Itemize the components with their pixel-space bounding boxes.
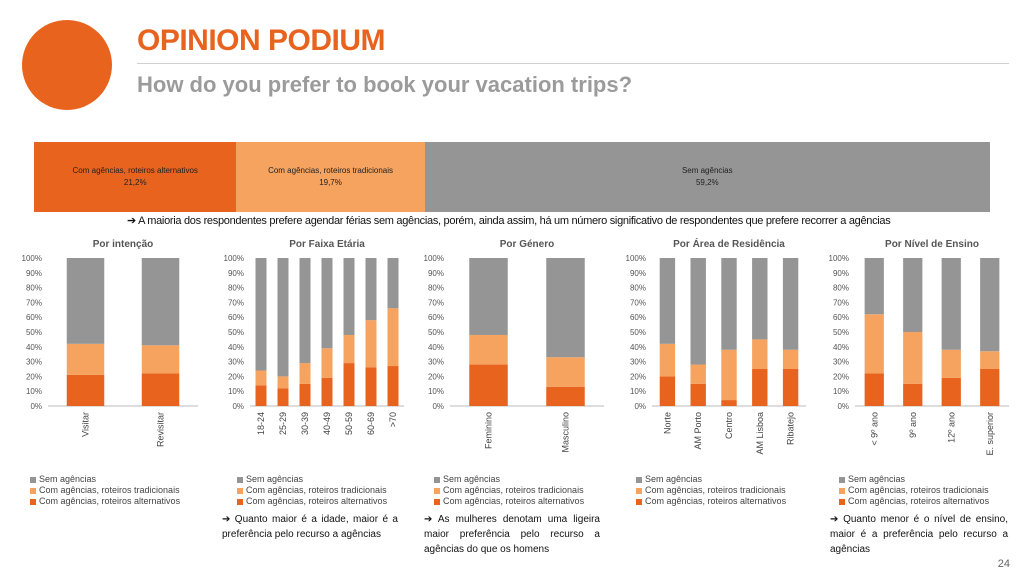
bar-segment <box>469 258 508 335</box>
overall-segment-value: 59,2% <box>695 178 719 187</box>
bar-segment <box>278 376 289 388</box>
y-tick-label: 0% <box>837 402 849 411</box>
legend-swatch <box>30 499 36 505</box>
y-tick-label: 90% <box>832 268 849 278</box>
legend-item <box>839 474 989 485</box>
bar-segment <box>322 348 333 378</box>
note-faixa-etaria: ➔ Quanto maior é a idade, maior é a preferência pelo recurso a agências <box>222 514 398 540</box>
bar-segment <box>980 258 999 351</box>
overall-segment-label: Com agências, roteiros tradicionais <box>268 166 394 175</box>
x-tick-label: 18-24 <box>256 412 266 436</box>
bar-segment <box>783 350 798 369</box>
bar-segment <box>903 332 922 384</box>
legend-label: Com agências, roteiros tradicionais <box>39 485 180 495</box>
bar-segment <box>67 375 105 406</box>
x-tick-label: Visitar <box>80 412 91 437</box>
legend-swatch <box>434 477 440 483</box>
legend-label: Com agências, roteiros tradicionais <box>443 485 584 495</box>
y-tick-label: 60% <box>227 313 244 323</box>
y-tick-label: 40% <box>427 342 444 352</box>
x-tick-label: 9º ano <box>907 412 918 438</box>
bar-segment <box>691 384 706 406</box>
y-tick-label: 70% <box>832 298 849 308</box>
overall-segment-value: 19,7% <box>319 178 342 187</box>
bar-segment <box>256 385 267 406</box>
y-tick-label: 100% <box>828 254 849 263</box>
legend-item <box>839 496 989 507</box>
legend-swatch <box>434 499 440 505</box>
overall-segment-tradicionais <box>236 142 424 212</box>
page-title: OPINION PODIUM <box>137 24 386 57</box>
chart-svg <box>815 234 1015 474</box>
y-tick-label: 50% <box>832 328 849 337</box>
y-tick-label: 60% <box>629 313 646 323</box>
chart-svg <box>8 234 204 474</box>
x-tick-label: Feminino <box>483 412 494 450</box>
overall-segment-label: Com agências, roteiros alternativos <box>72 166 198 175</box>
legend-label: Sem agências <box>645 474 703 484</box>
legend-por-nivel-ensino <box>839 474 989 507</box>
y-tick-label: 40% <box>629 342 646 352</box>
y-tick-label: 0% <box>634 402 646 411</box>
y-tick-label: 50% <box>427 328 444 337</box>
overall-segment-alternativos <box>34 142 236 212</box>
y-tick-label: 80% <box>25 283 42 293</box>
chart-por-faixa-etaria <box>210 234 410 434</box>
legend-swatch <box>30 488 36 494</box>
legend-item <box>237 496 387 507</box>
chart-title: Por Faixa Etária <box>289 239 365 250</box>
bar-segment <box>322 378 333 406</box>
y-tick-label: 100% <box>423 254 444 263</box>
y-tick-label: 20% <box>832 372 849 382</box>
legend-item <box>30 496 180 507</box>
x-tick-label: 60-69 <box>366 412 376 436</box>
x-tick-label: Norte <box>662 412 673 435</box>
bar-segment <box>752 369 767 406</box>
legend-item <box>636 485 786 496</box>
legend-label: Sem agências <box>246 474 304 484</box>
bar-segment <box>865 373 884 406</box>
overall-segment-value: 21,2% <box>123 178 147 187</box>
legend-item <box>30 474 180 485</box>
chart-svg <box>210 234 410 474</box>
overall-segment-sem-agencias <box>425 142 990 212</box>
bar-segment <box>278 258 289 376</box>
bar-segment <box>721 350 736 400</box>
chart-title: Por Área de Residência <box>673 239 785 250</box>
y-tick-label: 80% <box>227 283 244 293</box>
page-subtitle: How do you prefer to book your vacation trips? <box>137 72 633 97</box>
bar-segment <box>256 258 267 370</box>
bar-segment <box>469 365 508 406</box>
bar-segment <box>691 365 706 384</box>
note-genero: ➔ As mulheres denotam uma ligeira maior preferência pelo recurso a agências do que os homens <box>424 514 600 555</box>
bar-segment <box>546 357 585 387</box>
bar-segment <box>366 368 377 406</box>
y-tick-label: 100% <box>625 254 646 263</box>
legend-label: Sem agências <box>848 474 906 484</box>
legend-label: Com agências, roteiros alternativos <box>645 496 787 506</box>
bar-segment <box>865 314 884 373</box>
overall-note: ➔ A maioria dos respondentes prefere agendar férias sem agências, porém, ainda assim, há um número significativo de respondentes que prefere recorrer a agências <box>127 215 891 227</box>
legend-por-genero <box>434 474 584 507</box>
bar-segment <box>546 387 585 406</box>
legend-swatch <box>636 477 642 483</box>
x-tick-label: Centro <box>724 412 734 440</box>
chart-svg <box>612 234 812 474</box>
chart-title: Por Nível de Ensino <box>885 239 979 250</box>
bar-segment <box>366 320 377 367</box>
chart-por-genero <box>410 234 610 453</box>
legend-item <box>237 485 387 496</box>
y-tick-label: 10% <box>427 387 444 397</box>
legend-item <box>30 485 180 496</box>
bar-segment <box>322 258 333 348</box>
bar-segment <box>721 258 736 350</box>
y-tick-label: 50% <box>629 328 646 337</box>
overall-stacked-bar <box>34 142 990 212</box>
y-tick-label: 70% <box>227 298 244 308</box>
bar-segment <box>980 351 999 369</box>
x-tick-label: E. superior <box>984 412 995 456</box>
y-tick-label: 10% <box>25 387 42 397</box>
bar-segment <box>388 366 399 406</box>
bar-segment <box>300 258 311 363</box>
bar-segment <box>942 350 961 378</box>
y-tick-label: 60% <box>25 313 42 323</box>
legend-swatch <box>839 477 845 483</box>
y-tick-label: 40% <box>832 342 849 352</box>
bar-segment <box>67 258 105 344</box>
y-tick-label: 30% <box>427 357 444 367</box>
bar-segment <box>142 345 180 373</box>
legend-item <box>237 474 387 485</box>
y-tick-label: 0% <box>232 402 244 411</box>
bar-segment <box>142 373 180 406</box>
bar-segment <box>67 344 105 375</box>
y-tick-label: 10% <box>629 387 646 397</box>
x-tick-label: 30-39 <box>300 412 310 436</box>
y-tick-label: 100% <box>21 254 42 263</box>
legend-swatch <box>636 488 642 494</box>
x-tick-label: 50-59 <box>344 412 354 436</box>
legend-label: Com agências, roteiros tradicionais <box>848 485 989 495</box>
legend-swatch <box>636 499 642 505</box>
x-tick-label: 40-49 <box>322 412 332 436</box>
y-tick-label: 10% <box>832 387 849 397</box>
y-tick-label: 90% <box>25 268 42 278</box>
bar-segment <box>344 335 355 363</box>
legend-label: Com agências, roteiros alternativos <box>848 496 990 506</box>
bar-segment <box>752 258 767 339</box>
bar-segment <box>660 258 675 344</box>
legend-swatch <box>237 488 243 494</box>
y-tick-label: 70% <box>629 298 646 308</box>
y-tick-label: 30% <box>832 357 849 367</box>
y-tick-label: 30% <box>629 357 646 367</box>
chart-por-area-residencia <box>612 234 812 455</box>
bar-segment <box>344 258 355 335</box>
overall-segment-label: Sem agências <box>681 166 733 175</box>
legend-por-faixa-etaria <box>237 474 387 507</box>
legend-item <box>434 474 584 485</box>
bar-segment <box>903 258 922 332</box>
legend-swatch <box>434 488 440 494</box>
bar-segment <box>256 370 267 385</box>
legend-swatch <box>237 477 243 483</box>
legend-label: Sem agências <box>39 474 97 484</box>
page-number: 24 <box>997 558 1010 570</box>
y-tick-label: 80% <box>832 283 849 293</box>
bar-segment <box>142 258 180 345</box>
x-tick-label: AM Lisboa <box>754 412 765 455</box>
bar-segment <box>980 369 999 406</box>
legend-label: Sem agências <box>443 474 501 484</box>
bar-segment <box>942 378 961 406</box>
y-tick-label: 40% <box>25 342 42 352</box>
y-tick-label: 80% <box>629 283 646 293</box>
y-tick-label: 20% <box>427 372 444 382</box>
y-tick-label: 90% <box>427 268 444 278</box>
legend-label: Com agências, roteiros alternativos <box>443 496 585 506</box>
y-tick-label: 20% <box>629 372 646 382</box>
bar-segment <box>388 308 399 366</box>
y-tick-label: 30% <box>227 357 244 367</box>
legend-swatch <box>237 499 243 505</box>
legend-item <box>434 485 584 496</box>
bar-segment <box>300 363 311 384</box>
brand-circle <box>22 20 112 110</box>
y-tick-label: 0% <box>432 402 444 411</box>
bar-segment <box>752 339 767 369</box>
bar-segment <box>783 369 798 406</box>
legend-label: Com agências, roteiros alternativos <box>39 496 181 506</box>
y-tick-label: 90% <box>629 268 646 278</box>
bar-segment <box>388 258 399 308</box>
chart-title: Por intenção <box>92 239 154 250</box>
bar-segment <box>942 258 961 350</box>
legend-label: Com agências, roteiros tradicionais <box>645 485 786 495</box>
bar-segment <box>366 258 377 320</box>
y-tick-label: 20% <box>227 372 244 382</box>
y-tick-label: 30% <box>25 357 42 367</box>
legend-item <box>434 496 584 507</box>
legend-por-intencao <box>30 474 180 507</box>
y-tick-label: 100% <box>223 254 244 263</box>
legend-swatch <box>839 499 845 505</box>
y-tick-label: 70% <box>427 298 444 308</box>
title-divider <box>137 63 1009 64</box>
bar-segment <box>469 335 508 365</box>
legend-label: Com agências, roteiros tradicionais <box>246 485 387 495</box>
bar-segment <box>660 344 675 377</box>
chart-title: Por Género <box>499 239 555 250</box>
x-tick-label: 12º ano <box>946 412 957 443</box>
y-tick-label: 0% <box>30 402 42 411</box>
legend-item <box>839 485 989 496</box>
bar-segment <box>344 363 355 406</box>
legend-swatch <box>30 477 36 483</box>
legend-swatch <box>839 488 845 494</box>
y-tick-label: 60% <box>427 313 444 323</box>
y-tick-label: 70% <box>25 298 42 308</box>
x-tick-label: AM Porto <box>693 412 704 450</box>
note-nivel-ensino: ➔ Quanto menor é o nível de ensino, maior é a preferência pelo recurso a agências <box>830 514 1008 555</box>
legend-item <box>636 474 786 485</box>
bar-segment <box>721 400 736 406</box>
bar-segment <box>691 258 706 365</box>
y-tick-label: 20% <box>25 372 42 382</box>
y-tick-label: 10% <box>227 387 244 397</box>
chart-por-intencao <box>8 234 204 448</box>
bar-segment <box>660 376 675 406</box>
bar-segment <box>278 388 289 406</box>
x-tick-label: >70 <box>388 412 398 428</box>
x-tick-label: Revisitar <box>155 412 166 448</box>
chart-svg <box>410 234 610 474</box>
legend-label: Com agências, roteiros alternativos <box>246 496 388 506</box>
bar-segment <box>300 384 311 406</box>
y-tick-label: 80% <box>427 283 444 293</box>
x-tick-label: Masculino <box>560 412 571 453</box>
bar-segment <box>546 258 585 357</box>
y-tick-label: 50% <box>227 328 244 337</box>
x-tick-label: Ribatejo <box>785 412 796 446</box>
x-tick-label: 25-29 <box>278 412 288 436</box>
legend-item <box>636 496 786 507</box>
legend-por-area-residencia <box>636 474 786 507</box>
y-tick-label: 40% <box>227 342 244 352</box>
bar-segment <box>865 258 884 314</box>
x-tick-label: < 9º ano <box>869 412 880 446</box>
bar-segment <box>903 384 922 406</box>
bar-segment <box>783 258 798 350</box>
chart-por-nivel-ensino <box>815 234 1015 456</box>
y-tick-label: 50% <box>25 328 42 337</box>
y-tick-label: 90% <box>227 268 244 278</box>
y-tick-label: 60% <box>832 313 849 323</box>
